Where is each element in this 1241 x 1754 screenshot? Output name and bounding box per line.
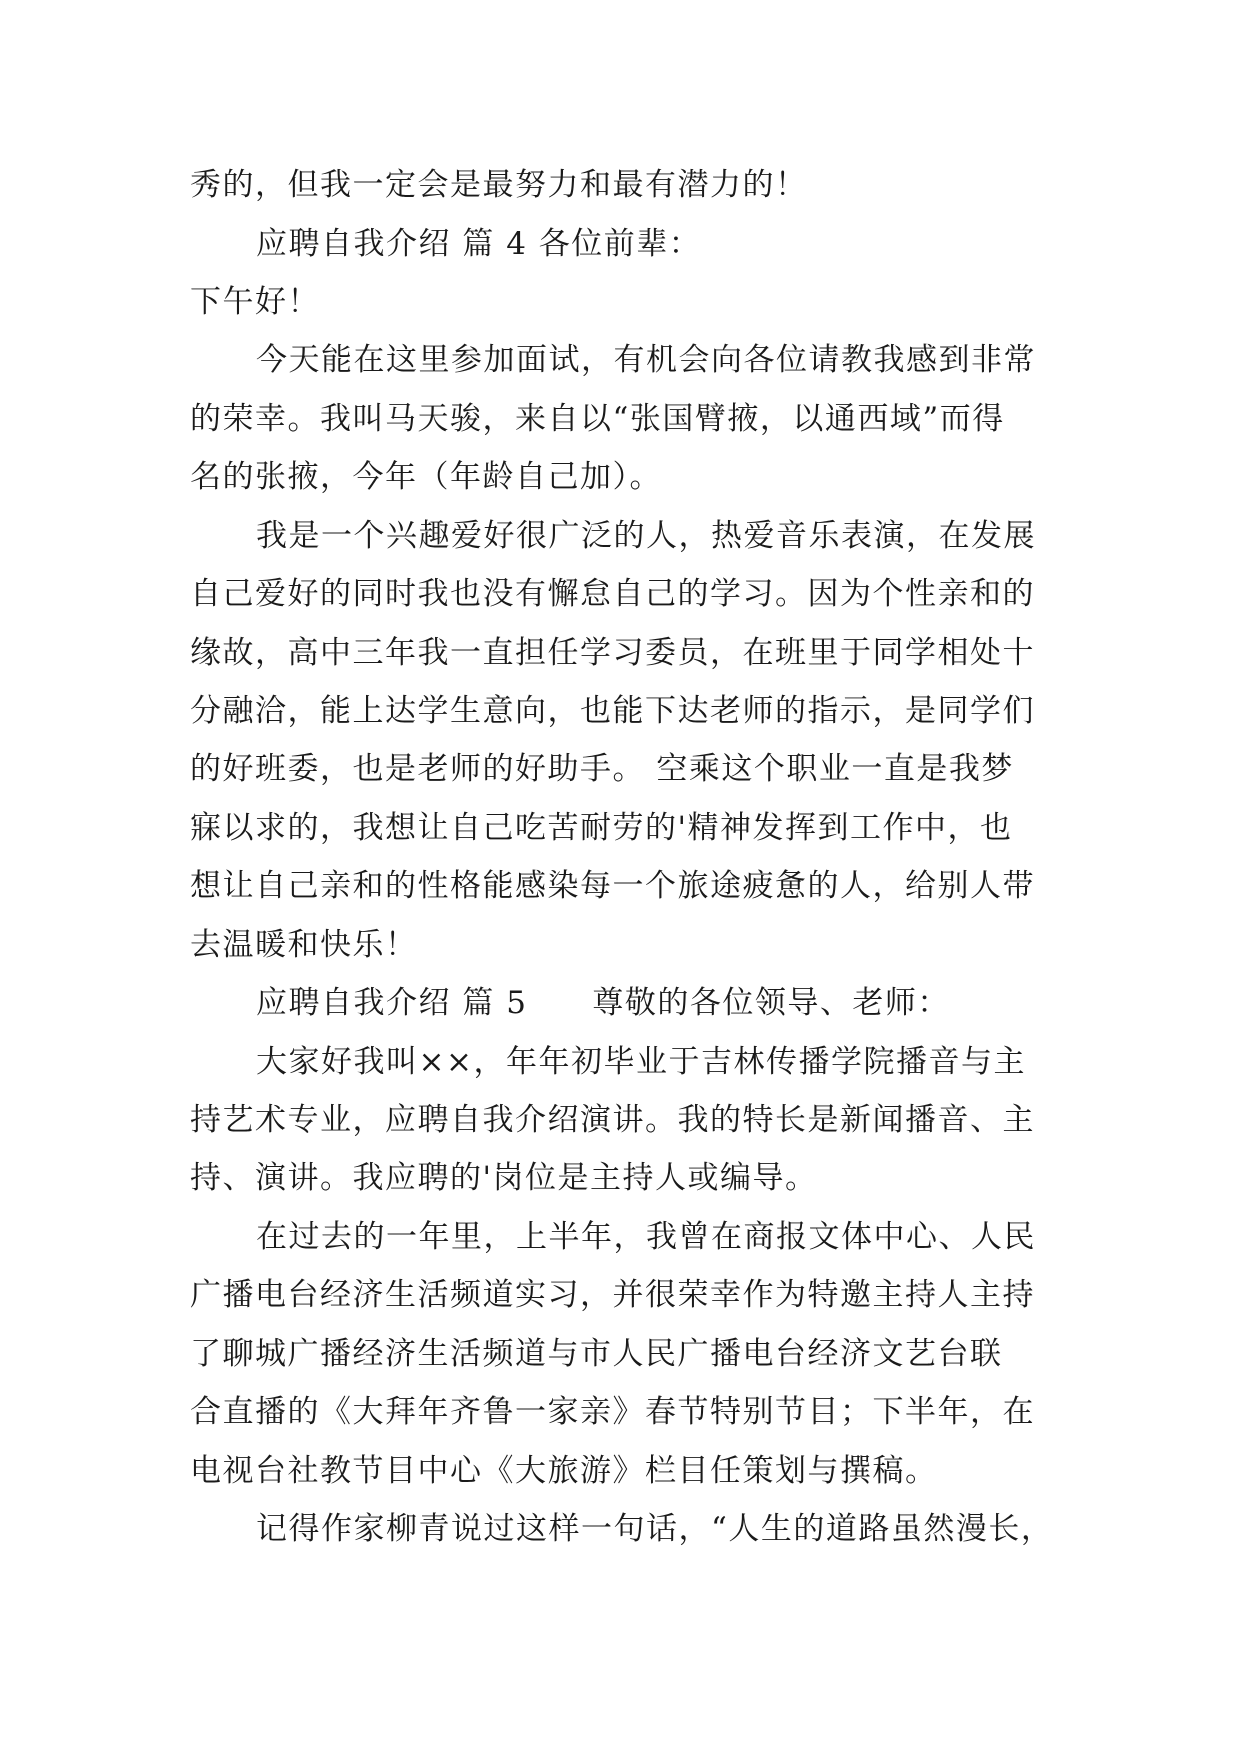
text-line: 的荣幸。我叫马天骏，来自以“张国臂掖，以通西域”而得 [190, 401, 1005, 437]
text-line: 寐以求的，我想让自己吃苦耐劳的'精神发挥到工作中，也 [190, 810, 1013, 846]
text-line: 缘故，高中三年我一直担任学习委员，在班里于同学相处十 [190, 635, 1035, 671]
text-line: 广播电台经济生活频道实习，并很荣幸作为特邀主持人主持 [190, 1277, 1035, 1313]
text-line: 持艺术专业，应聘自我介绍演讲。我的特长是新闻播音、主 [190, 1102, 1035, 1138]
text-line: 秀的，但我一定会是最努力和最有潜力的！ [190, 167, 808, 203]
text-line: 想让自己亲和的性格能感染每一个旅途疲惫的人，给别人带 [190, 868, 1035, 904]
section-heading-5: 应聘自我介绍 篇 5 尊敬的各位领导、老师： [256, 985, 950, 1021]
section-heading-4: 应聘自我介绍 篇 4 各位前辈： [256, 226, 702, 262]
text-line: 名的张掖，今年（年龄自己加）。 [190, 459, 662, 495]
text-line: 下午好！ [190, 284, 320, 320]
text-line: 的好班委，也是老师的好助手。 空乘这个职业一直是我梦 [190, 751, 1014, 787]
text-line: 在过去的一年里，上半年，我曾在商报文体中心、人民 [256, 1219, 1036, 1255]
text-line: 合直播的《大拜年齐鲁一家亲》春节特别节目；下半年，在 [190, 1394, 1035, 1430]
text-line: 记得作家柳青说过这样一句话，“人生的道路虽然漫长， [256, 1511, 1054, 1547]
text-line: 大家好我叫××，年年初毕业于吉林传播学院播音与主 [256, 1044, 1026, 1080]
text-line: 今天能在这里参加面试，有机会向各位请教我感到非常 [256, 342, 1036, 378]
text-line: 自己爱好的同时我也没有懈怠自己的学习。因为个性亲和的 [190, 576, 1035, 612]
text-line: 持、演讲。我应聘的'岗位是主持人或编导。 [190, 1160, 818, 1196]
text-line: 电视台社教节目中心《大旅游》栏目任策划与撰稿。 [190, 1453, 938, 1489]
text-line: 了聊城广播经济生活频道与市人民广播电台经济文艺台联 [190, 1336, 1003, 1372]
text-line: 我是一个兴趣爱好很广泛的人，热爱音乐表演，在发展 [256, 518, 1036, 554]
text-line: 分融洽，能上达学生意向，也能下达老师的指示，是同学们 [190, 693, 1035, 729]
text-line: 去温暖和快乐！ [190, 927, 418, 963]
